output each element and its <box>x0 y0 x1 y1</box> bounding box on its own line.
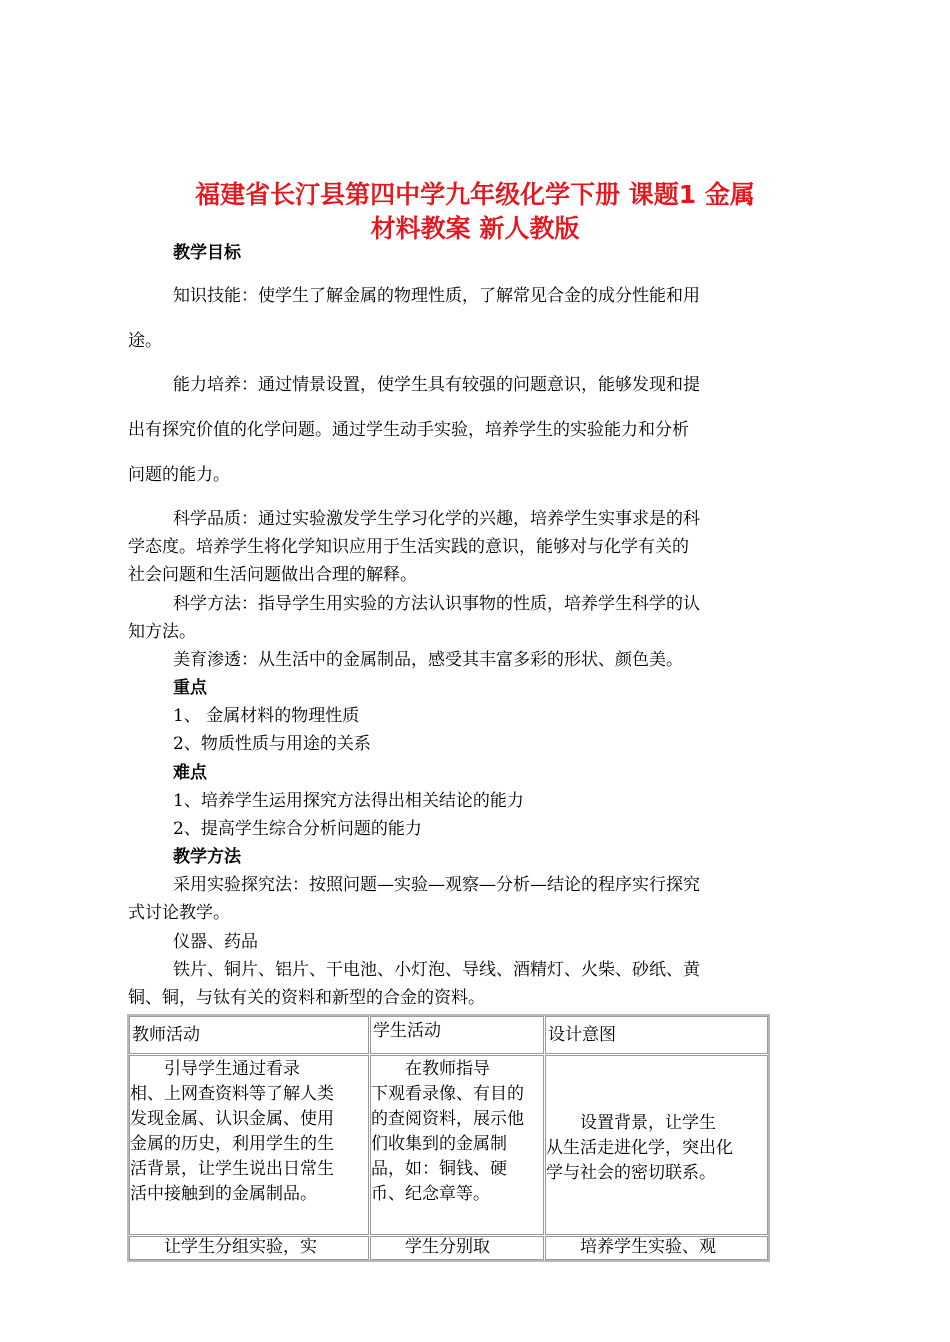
row1-teacher-line: 活背景，让学生说出日常生 <box>130 1159 334 1179</box>
header-teacher-text: 教师活动 <box>132 1025 200 1045</box>
difficult-point-2: 2、提高学生综合分析问题的能力 <box>173 819 422 839</box>
heading-equipment: 仪器、药品 <box>173 932 258 952</box>
row1-intent-line: 设置背景，让学生 <box>546 1113 716 1133</box>
table-header-intent <box>545 1016 768 1054</box>
equipment-line-2: 铜、铜，与钛有关的资料和新型的合金的资料。 <box>128 988 485 1008</box>
equipment-line-1: 铁片、铜片、铝片、干电池、小灯泡、导线、酒精灯、火柴、砂纸、黄 <box>173 960 700 980</box>
science-quality-line-2: 学态度。培养学生将化学知识应用于生活实践的意识，能够对与化学有关的 <box>128 537 689 557</box>
key-point-2: 2、物质性质与用途的关系 <box>173 734 371 754</box>
row1-student-line: 们收集到的金属制 <box>371 1134 507 1154</box>
ability-line-2: 出有探究价值的化学问题。通过学生动手实验，培养学生的实验能力和分析 <box>128 420 689 440</box>
document-title-line-2: 材料教案 新人教版 <box>370 214 580 243</box>
row1-teacher-line: 金属的历史，利用学生的生 <box>130 1134 334 1154</box>
row1-intent-line: 从生活走进化学，突出化 <box>546 1138 733 1158</box>
row2-student-line: 学生分别取 <box>371 1237 490 1257</box>
row1-intent-line: 学与社会的密切联系。 <box>546 1163 716 1183</box>
row1-teacher-line: 发现金属、认识金属、使用 <box>130 1109 334 1129</box>
aesthetic-education: 美育渗透：从生活中的金属制品，感受其丰富多彩的形状、颜色美。 <box>173 650 683 670</box>
row2-teacher-line: 让学生分组实验，实 <box>130 1237 317 1257</box>
row1-student-line: 的查阅资料，展示他 <box>371 1109 524 1129</box>
teaching-method-line-1: 采用实验探究法：按照问题—实验—观察—分析—结论的程序实行探究 <box>173 875 700 895</box>
row1-teacher-cell <box>129 1055 369 1235</box>
science-method-line-1: 科学方法：指导学生用实验的方法认识事物的性质，培养学生科学的认 <box>173 594 700 614</box>
row1-student-line: 下观看录像、有目的 <box>371 1084 524 1104</box>
row2-intent-line: 培养学生实验、观 <box>546 1237 716 1257</box>
heading-teaching-method: 教学方法 <box>173 847 241 867</box>
ability-line-1: 能力培养：通过情景设置，使学生具有较强的问题意识，能够发现和提 <box>173 375 700 395</box>
row1-student-line: 币、纪念章等。 <box>371 1184 490 1204</box>
row1-student-cell <box>370 1055 544 1235</box>
science-quality-line-1: 科学品质：通过实验激发学生学习化学的兴趣，培养学生实事求是的科 <box>173 509 700 529</box>
row1-teacher-line: 活中接触到的金属制品。 <box>130 1184 317 1204</box>
row1-teacher-line: 相、上网查资料等了解人类 <box>130 1084 334 1104</box>
row2-student-cell <box>370 1236 544 1260</box>
teaching-method-line-2: 式讨论教学。 <box>128 903 230 923</box>
key-point-1: 1、 金属材料的物理性质 <box>173 706 360 726</box>
row1-student-line: 品，如：铜钱、硬 <box>371 1159 507 1179</box>
heading-difficult-points: 难点 <box>173 763 207 783</box>
knowledge-skills-line-1: 知识技能：使学生了解金属的物理性质，了解常见合金的成分性能和用 <box>173 286 700 306</box>
science-method-line-2: 知方法。 <box>128 622 196 642</box>
header-intent-text: 设计意图 <box>548 1025 616 1045</box>
table-header-teacher <box>129 1016 369 1054</box>
ability-line-3: 问题的能力。 <box>128 465 230 485</box>
row1-student-line: 在教师指导 <box>371 1059 490 1079</box>
heading-key-points: 重点 <box>173 678 207 698</box>
document-title-line-1: 福建省长汀县第四中学九年级化学下册 课题1 金属 <box>195 180 755 209</box>
difficult-point-1: 1、培养学生运用探究方法得出相关结论的能力 <box>173 791 524 811</box>
activity-table <box>127 1014 770 1262</box>
heading-teaching-goals: 教学目标 <box>173 243 241 263</box>
science-quality-line-3: 社会问题和生活问题做出合理的解释。 <box>128 565 417 585</box>
table-header-student <box>370 1016 544 1054</box>
header-student-text: 学生活动 <box>373 1021 441 1041</box>
row2-intent-cell <box>545 1236 768 1260</box>
row2-teacher-cell <box>129 1236 369 1260</box>
row1-teacher-line: 引导学生通过看录 <box>130 1059 300 1079</box>
row1-intent-cell <box>545 1055 768 1235</box>
knowledge-skills-line-2: 途。 <box>128 331 162 351</box>
